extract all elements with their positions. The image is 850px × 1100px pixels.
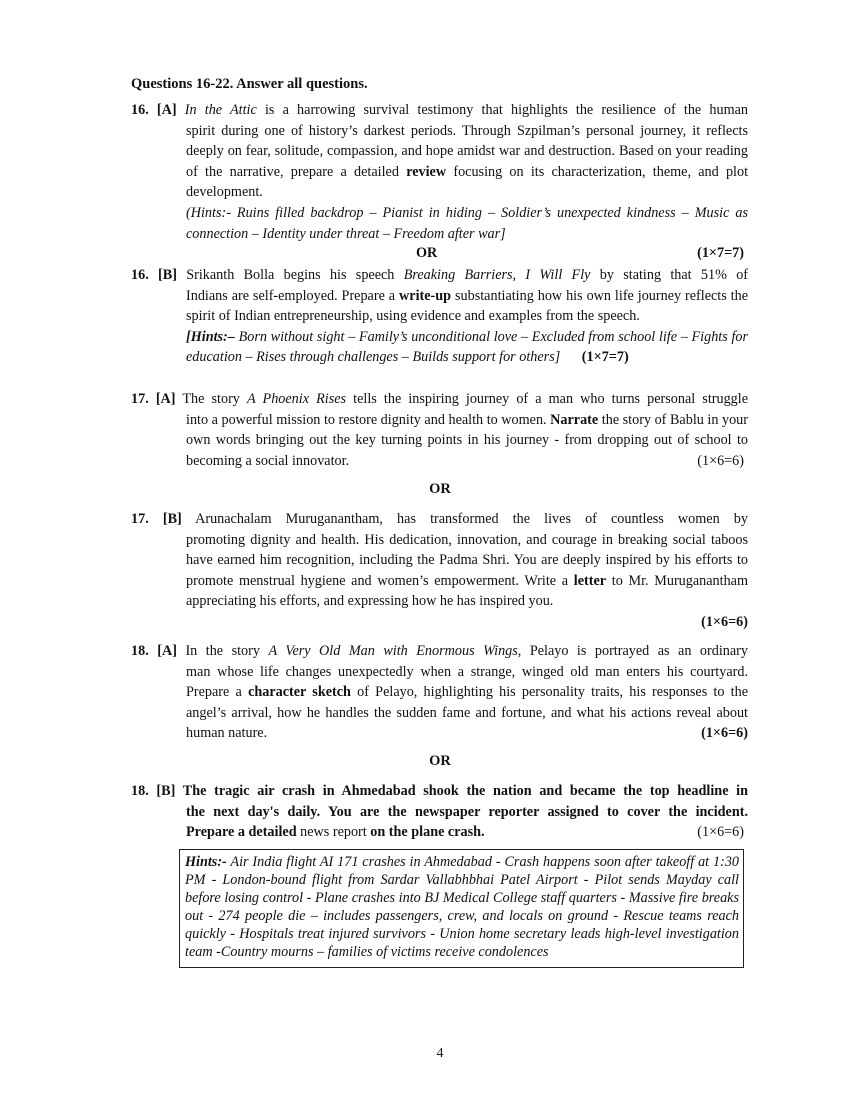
question-text: In the story (185, 643, 260, 659)
task-keyword: character sketch (248, 684, 351, 701)
section-heading: Questions 16-22. Answer all questions. (131, 76, 368, 92)
hints-label: Hints:- (185, 854, 227, 870)
question-text: Prepare a detailed (186, 824, 297, 841)
question-18a (131, 641, 748, 744)
question-number: 18. [A] (131, 643, 177, 659)
question-text: the story of Bablu in your own words bringing out the key turning points in his journey - from dropping out of school to becoming a social innovator. (186, 411, 748, 469)
question-text: the next day's daily. You are the newspaper reporter assigned to cover the incident. (186, 803, 748, 820)
hints-box (179, 849, 744, 968)
question-text: to Mr. Muruganantham appreciating his efforts, and expressing how he has inspired you. (186, 572, 749, 610)
or-separator: OR (429, 753, 451, 769)
question-number: 17. [A] (131, 391, 176, 407)
question-text: on the plane crash. (370, 824, 485, 841)
question-16a (131, 100, 748, 244)
hints-label: [Hints:– (186, 328, 235, 345)
question-text: tells the inspiring journey of a man who turns personal struggle (353, 391, 749, 407)
or-separator: OR (416, 245, 438, 261)
question-text: , Pelayo is portrayed as an ordinary (517, 643, 748, 659)
task-keyword: Narrate (550, 411, 599, 428)
question-18b (131, 781, 748, 843)
question-number: 16. [B] (131, 267, 177, 283)
question-text: focusing on its characterization, theme, and plot development. (186, 163, 749, 201)
or-separator: OR (429, 481, 451, 497)
question-17b (131, 509, 748, 633)
question-text: substantiating how his own life journey reflects the spirit of Indian entrepreneurship, using evidence and examples from the speech. (186, 287, 749, 325)
question-text: into a powerful mission to restore dignity and health to women. (186, 411, 547, 428)
question-text: Indians are self-employed. Prepare a (186, 287, 396, 304)
hints-text: Born without sight – Family’s unconditional love – Excluded from school life – Fights for education – Rises through challenges – Builds support for others] (186, 328, 748, 366)
question-text: of Pelayo, highlighting his personality traits, his responses to the angel’s arrival, how he handles the sudden fame and fortune, and what his actions reveal about human nature. (186, 684, 749, 742)
marks: (1×6=6) (697, 452, 744, 469)
marks: (1×6=6) (697, 824, 744, 841)
page-number: 4 (436, 1046, 444, 1061)
marks: (1×7=7) (697, 245, 744, 261)
question-text: is a harrowing survival testimony that highlights the resilience of the human (264, 102, 749, 118)
work-title: A Very Old Man with Enormous Wings (268, 643, 518, 659)
hints: (Hints:- Ruins filled backdrop – Pianist in hiding – Soldier’s unexpected kindness – Music as connection – Identity under threat – Freedom after war] (186, 204, 748, 242)
question-number: 18. [B] (131, 783, 176, 799)
task-keyword: review (406, 163, 447, 180)
work-title: A Phoenix Rises (247, 391, 347, 407)
question-text: promoting dignity and health. His dedication, innovation, and courage in breaking social taboos have earned him recognition, including the Padma Shri. You are deeply inspired by his efforts to promote menstrual hygiene and women’s empowerment. Write a (186, 531, 748, 589)
question-text: Arunachalam Muruganantham, has transformed the lives of countless women by (195, 511, 748, 527)
task-keyword: letter (573, 572, 607, 589)
task-keyword: write-up (399, 287, 452, 304)
question-text: man whose life changes unexpectedly when a strange, winged old man enters his courtyard. Prepare a (186, 663, 748, 701)
work-title: In the Attic (184, 102, 257, 118)
question-number: 17. [B] (131, 511, 182, 527)
work-title: Breaking Barriers, I Will Fly (403, 267, 591, 283)
hints (131, 327, 748, 368)
question-text: The story (182, 391, 240, 407)
question-number: 16. [A] (131, 102, 177, 118)
question-text: spirit during one of history’s darkest periods. Through Szpilman’s personal journey, it reflects deeply on fear, solitude, compassion, and hope amidst war and destruction. Based on your reading of the narrative, prepare a detailed (186, 122, 748, 180)
question-16b (131, 265, 748, 368)
marks: (1×6=6) (701, 725, 748, 742)
question-text: Srikanth Bolla begins his speech (186, 267, 395, 283)
task-keyword: news report (300, 824, 367, 841)
marks: (1×7=7) (581, 349, 629, 366)
hints-text: Air India flight AI 171 crashes in Ahmedabad - Crash happens soon after takeoff at 1:30 PM - London-bound flight from Sardar Vallabhbhai Patel Airport - Pilot sends Mayday call before losing control - Plane crashes into BJ Medical College staff quarters - Massive fire breaks out - 274 people die – includes passengers, crew, and locals on ground - Rescue teams reach quickly - Hospitals treat injured survivors - Union home secretary leads high-level investigation team -Country mourns – families of victims receive condolences (185, 854, 740, 960)
question-text: The tragic air crash in Ahmedabad shook the nation and became the top headline in (182, 783, 749, 799)
question-17a (131, 389, 748, 471)
question-text: by stating that 51% of (599, 267, 749, 283)
marks: (1×6=6) (701, 613, 748, 630)
